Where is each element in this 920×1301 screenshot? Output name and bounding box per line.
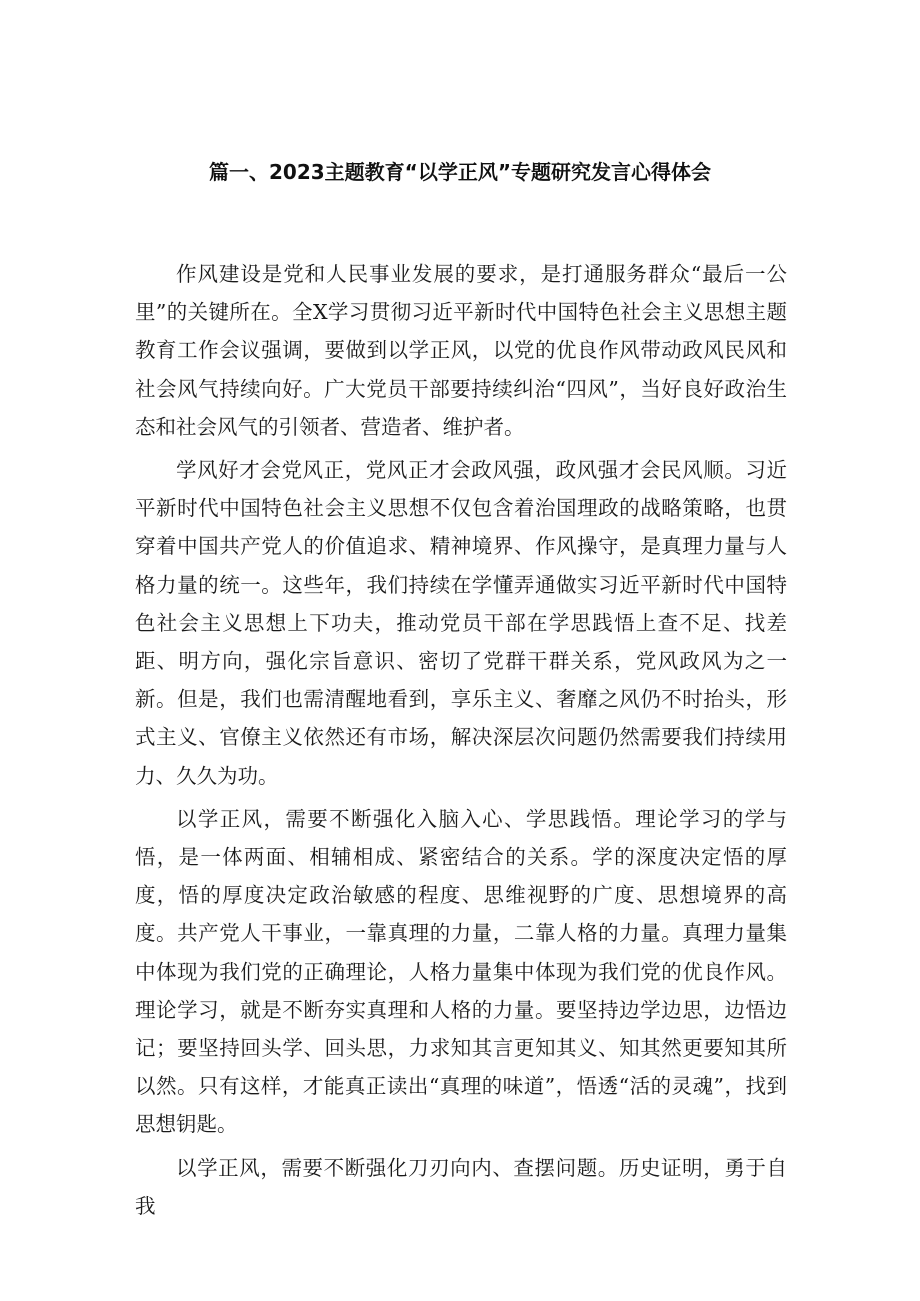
paragraph-2: 学风好才会党风正，党风正才会政风强，政风强才会民风顺。习近平新时代中国特色社会主义思想不仅包含着治国理政的战略策略，也贯穿着中国共产党人的价值追求、精神境界、作风操守，是真理力量与人格力量的统一。这些年，我们持续在学懂弄通做实习近平新时代中国特色社会主义思想上下功夫，推动党员干部在学思践悟上查不足、找差距、明方向，强化宗旨意识、密切了党群干群关系，党风政风为之一新。但是，我们也需清醒地看到，享乐主义、奢靡之风仍不时抬头，形式主义、官僚主义依然还有市场，解决深层次问题仍然需要我们持续用力、久久为功。 [135, 458, 787, 788]
document-title: 篇一、2023主题教育“以学正风”专题研究发言心得体会 [209, 160, 711, 184]
paragraph-3: 以学正风，需要不断强化入脑入心、学思践悟。理论学习的学与悟，是一体两面、相辅相成、紧密结合的关系。学的深度决定悟的厚度，悟的厚度决定政治敏感的程度、思维视野的广度、思想境界的高度。共产党人干事业，一靠真理的力量，二靠人格的力量。真理力量集中体现为我们党的正确理论，人格力量集中体现为我们党的优良作风。理论学习，就是不断夯实真理和人格的力量。要坚持边学边思，边悟边记；要坚持回头学、回头思，力求知其言更知其义、知其然更要知其所以然。只有这样，才能真正读出“真理的味道”，悟透“活的灵魂”，找到思想钥匙。 [135, 806, 787, 1137]
paragraph-1: 作风建设是党和人民事业发展的要求，是打通服务群众“最后一公里”的关键所在。全X学习贯彻习近平新时代中国特色社会主义思想主题教育工作会议强调，要做到以学正风，以党的优良作风带动政风民风和社会风气持续向好。广大党员干部要持续纠治“四风”，当好良好政治生态和社会风气的引领者、营造者、维护者。 [135, 262, 787, 439]
paragraph-4: 以学正风，需要不断强化刀刃向内、查摆问题。历史证明，勇于自我 [135, 1155, 787, 1218]
document-body [135, 255, 787, 1230]
